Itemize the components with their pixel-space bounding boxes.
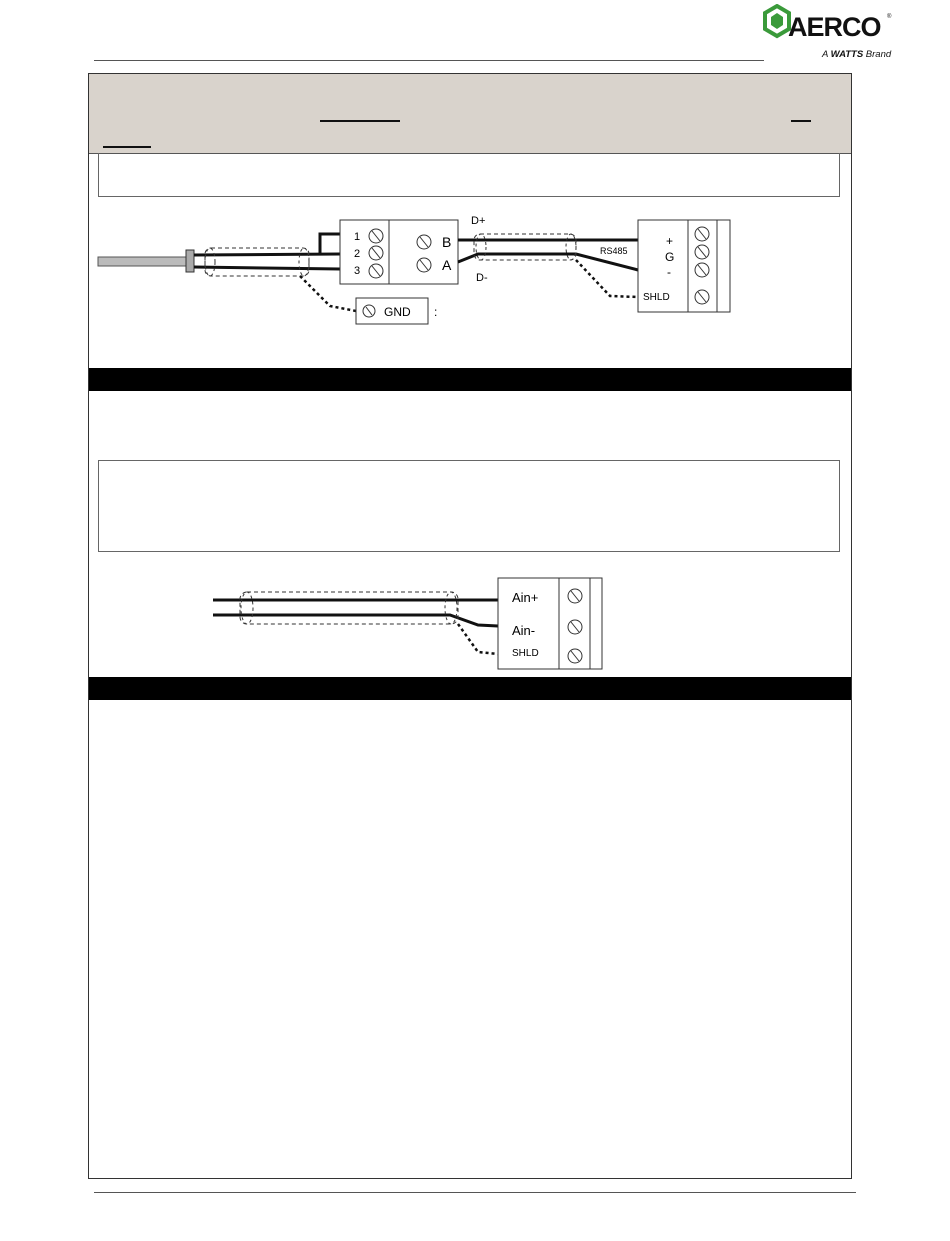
logo-tagline: A WATTS Brand	[822, 49, 892, 60]
section-header-bar-1	[89, 368, 851, 391]
logo-registered: ®	[887, 14, 892, 20]
sensor-collar	[186, 250, 194, 272]
d-plus-label: D+	[471, 215, 486, 227]
shld-label: SHLD	[643, 292, 670, 303]
header-underline-3	[103, 146, 151, 148]
footer-rule	[94, 1192, 856, 1193]
rs485-wiring-diagram	[0, 200, 950, 370]
terminal-2-label: 2	[354, 248, 361, 260]
terminal-3-label: 3	[354, 265, 361, 277]
rs485-label: RS485	[600, 246, 628, 256]
terminal-1-label: 1	[354, 231, 361, 243]
header-underline-1	[320, 120, 400, 122]
sensor-probe	[98, 257, 188, 266]
header-rule	[94, 60, 764, 61]
d-minus-label: D-	[476, 272, 488, 284]
g-label: G	[665, 250, 675, 264]
ain-minus-label: Ain-	[512, 623, 536, 638]
gnd-colon: :	[434, 305, 438, 319]
controller-screw-icons	[695, 227, 709, 304]
terminal-a-label: A	[442, 257, 452, 273]
section-header-bar-2	[89, 677, 851, 700]
plus-label: +	[666, 234, 674, 248]
minus-label: -	[667, 265, 671, 279]
note-box-2	[98, 460, 840, 552]
analog-input-wiring-diagram	[0, 570, 950, 676]
ain-plus-label: Ain+	[512, 590, 539, 605]
analog-screw-icons	[568, 589, 582, 663]
logo-brand: AERCO	[788, 12, 881, 42]
table-header-band	[89, 74, 851, 154]
terminal-b-label: B	[442, 234, 452, 250]
ain-shld-label: SHLD	[512, 648, 539, 659]
gnd-label: GND	[384, 305, 411, 319]
header-underline-2	[791, 120, 811, 122]
aerco-logo	[762, 4, 900, 62]
note-box-1	[98, 153, 840, 197]
